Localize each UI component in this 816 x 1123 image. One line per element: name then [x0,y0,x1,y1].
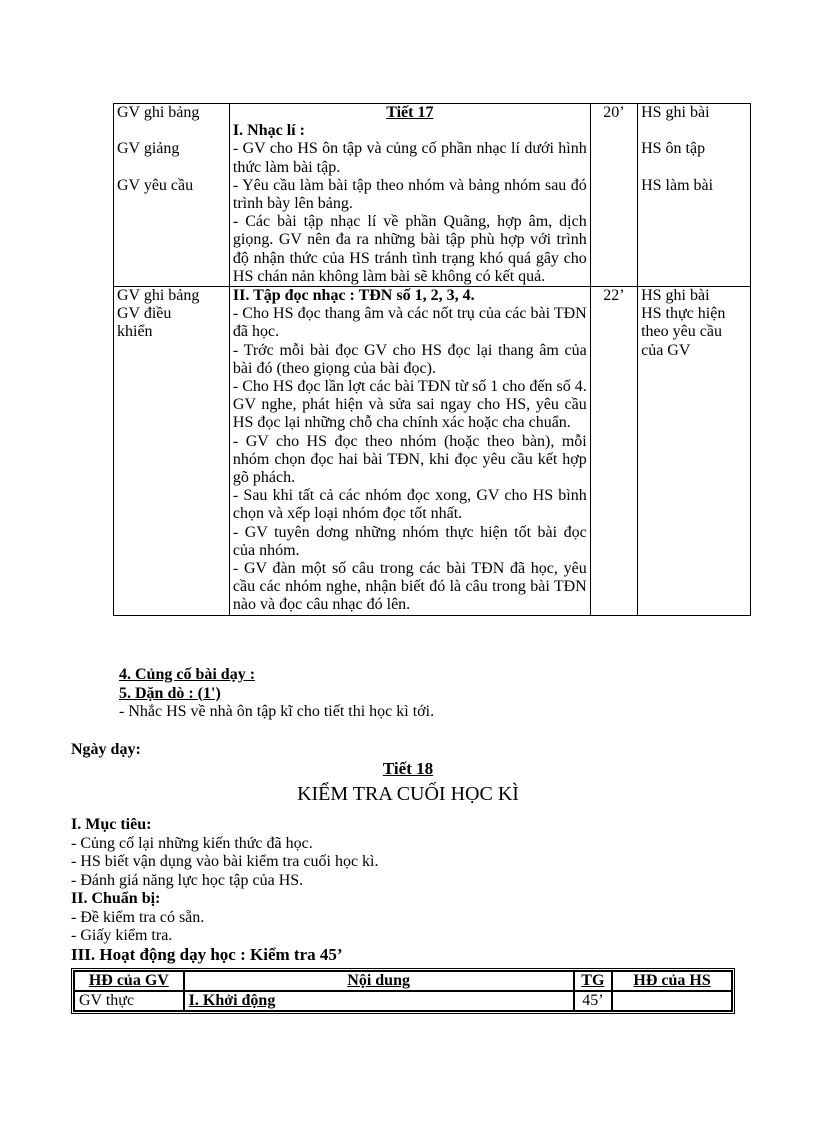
column-header: HĐ của HS [612,971,732,991]
table-cell: I. Khởi động [184,991,574,1011]
tiet-17-heading: Tiết 17 [386,104,434,121]
list-item: - Đề kiểm tra có sẵn. [71,908,205,926]
hs-activity-cell: HS ghi bài HS thực hiện theo yêu cầu của GV [638,287,751,616]
lesson-table-tiet-18 [71,968,735,1014]
tiet-18-heading: Tiết 18 [382,759,434,778]
table-row [74,991,732,1011]
hs-activity-cell: HS ghi bài HS ôn tập HS làm bài [638,104,751,287]
content-cell: II. Tập đọc nhạc : TĐN số 1, 2, 3, 4. - Cho HS đọc thang âm và các nốt trụ của các bài TĐN đã học. - Trớc mỗi bài đọc GV cho HS đọc lại thang âm của bài đó (theo giọng của bài đọc). - Cho HS đọc lần lợt các bài TĐN từ số 1 cho đến số 4. GV nghe, phát hiện và sửa sai ngay cho HS, yêu cầu HS đọc lại những chỗ cha chính xác hoặc cha chuẩn. - GV cho HS đọc theo nhóm (hoặc theo bàn), mỗi nhóm chọn đọc hai bài TĐN, khi đọc yêu cầu kết hợp gõ phách. - Sau khi tất cả các nhóm đọc xong, GV cho HS bình chọn và xếp loại nhóm đọc tốt nhất. - GV tuyên dơng những nhóm thực hiện tốt bài đọc của nhóm. - GV đàn một số câu trong các bài TĐN đã học, yêu cầu các nhóm nghe, nhận biết đó là câu trong bài TĐN nào và đọc câu nhạc đó lên. [229,287,590,616]
table-row [114,104,751,287]
list-item: - HS biết vận dụng vào bài kiểm tra cuối học kì. [71,853,379,870]
content-cell: Tiết 17 I. Nhạc lí : - GV cho HS ôn tập và củng cố phần nhạc lí dưới hình thức làm bài tập. - Yêu cầu làm bài tập theo nhóm và bảng nhóm sau đó trình bày lên bảng. - Các bài tập nhạc lí về phần Quãng, hợp âm, dịch giọng. GV nên đa ra những bài tập phù hợp với trình độ nhận thức của HS tránh tình trạng khó quá gây cho HS chán nản không làm bài sẽ không có kết quả. [229,104,590,287]
ngay-day-label: Ngày dạy: [71,741,141,758]
time-cell: 22’ [590,287,637,616]
table-header-row [74,971,732,991]
section-heading: II. Tập đọc nhạc : TĐN số 1, 2, 3, 4. [232,287,475,305]
section-heading: I. Nhạc lí : [232,122,305,140]
dan-do-note: - Nhắc HS về nhà ôn tập kĩ cho tiết thi học kì tới. [119,703,435,720]
muc-tieu-section [71,816,378,946]
column-header: Nội dung [184,971,574,991]
table-cell [612,991,732,1011]
after-table-section [119,666,434,722]
column-header: HĐ của GV [74,971,184,991]
chuan-bi-heading: II. Chuẩn bị: [71,890,161,907]
page-title: KIỂM TRA CUỐI HỌC KÌ [297,783,519,805]
table-cell: GV thực [74,991,184,1011]
table-row [114,287,751,616]
column-header: TG [574,971,613,991]
list-item: - Củng cố lại những kiến thức đã học. [71,834,313,852]
time-cell: 20’ [590,104,637,287]
gv-activity-cell: GV ghi bảng GV giảng GV yêu cầu [114,104,230,287]
muc-tieu-heading: I. Mục tiêu: [71,816,152,833]
list-item: - Giấy kiểm tra. [71,927,173,944]
cung-co-heading: 4. Củng cố bài dạy : [119,666,256,683]
gv-activity-cell: GV ghi bảng GV điều khiển [114,287,230,616]
table-cell: 45’ [574,991,613,1011]
dan-do-heading: 5. Dặn dò : (1') [119,684,221,702]
hoat-dong-heading: III. Hoạt động dạy học : Kiểm tra 45’ [71,945,343,964]
list-item: - Đánh giá năng lực học tập của HS. [71,871,304,889]
lesson-table-tiet-17 [113,103,751,616]
